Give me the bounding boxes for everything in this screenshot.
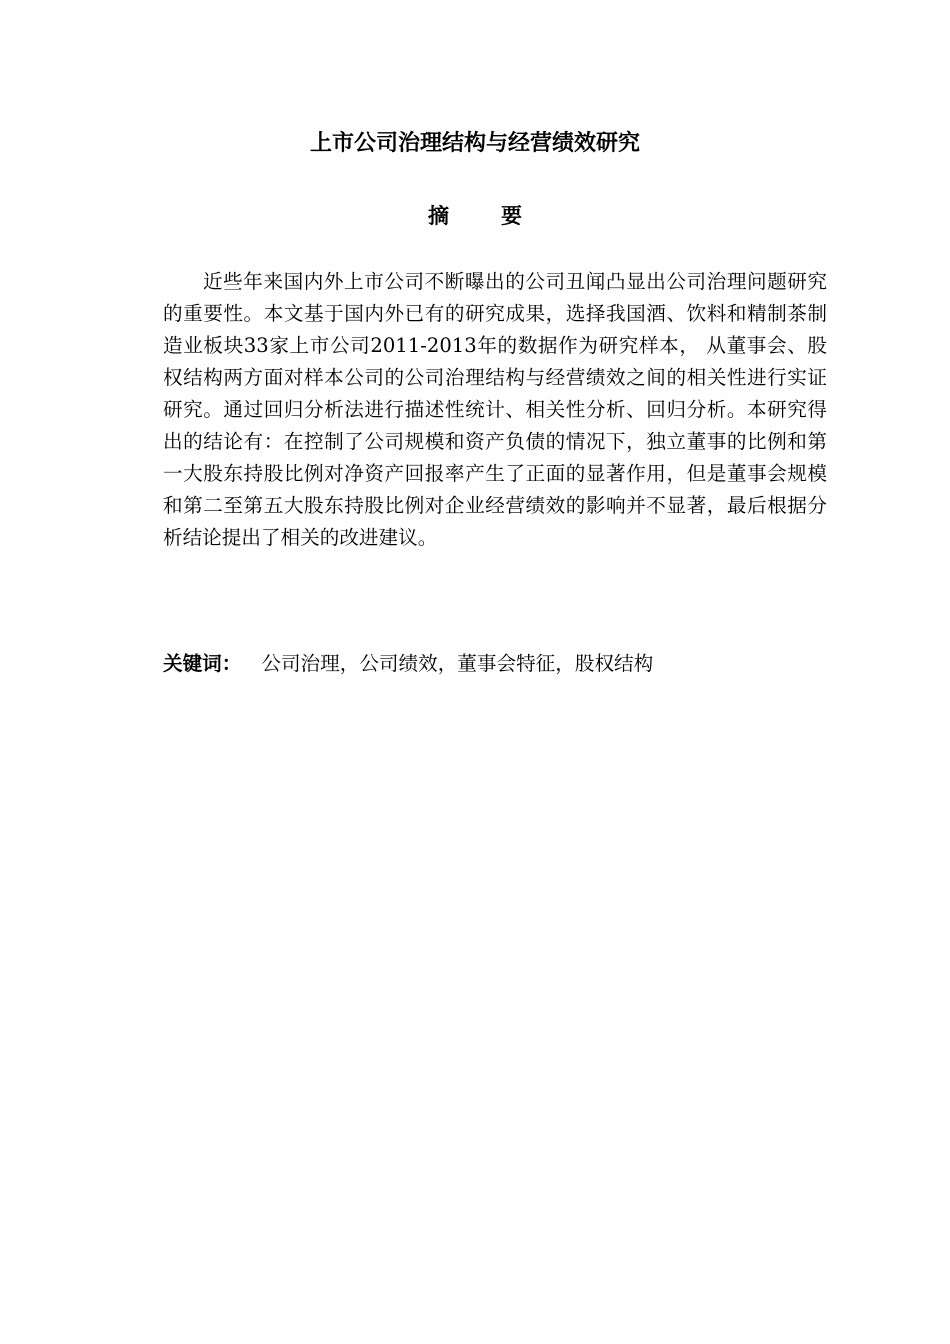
document-title: 上市公司治理结构与经营绩效研究 <box>309 131 640 156</box>
abstract-heading-left: 摘 <box>428 204 449 228</box>
abstract-heading <box>0 200 950 232</box>
keywords-label: 关键词： <box>163 652 242 675</box>
abstract-body: 近些年来国内外上市公司不断曝出的公司丑闻凸显出公司治理问题研究的重要性。本文基于国内外已有的研究成果，选择我国酒、饮料和精制茶制造业板块33家上市公司2011-2013年的数据作为研究样本， 从董事会、股权结构两方面对样本公司的公司治理结构与经营绩效之间的相关性进行实证研究。通过回归分析法进行描述性统计、相关性分析、回归分析。本研究得出的结论有：在控制了公司规模和资产负债的情况下，独立董事的比例和第一大股东持股比例对净资产回报率产生了正面的显著作用，但是董事会规模和第二至第五大股东持股比例对企业经营绩效的影响并不显著，最后根据分析结论提出了相关的改进建议。 <box>163 270 827 549</box>
abstract-heading-right: 要 <box>501 204 522 228</box>
keywords-value: 公司治理，公司绩效，董事会特征，股权结构 <box>261 652 654 675</box>
keywords-line <box>163 648 863 680</box>
